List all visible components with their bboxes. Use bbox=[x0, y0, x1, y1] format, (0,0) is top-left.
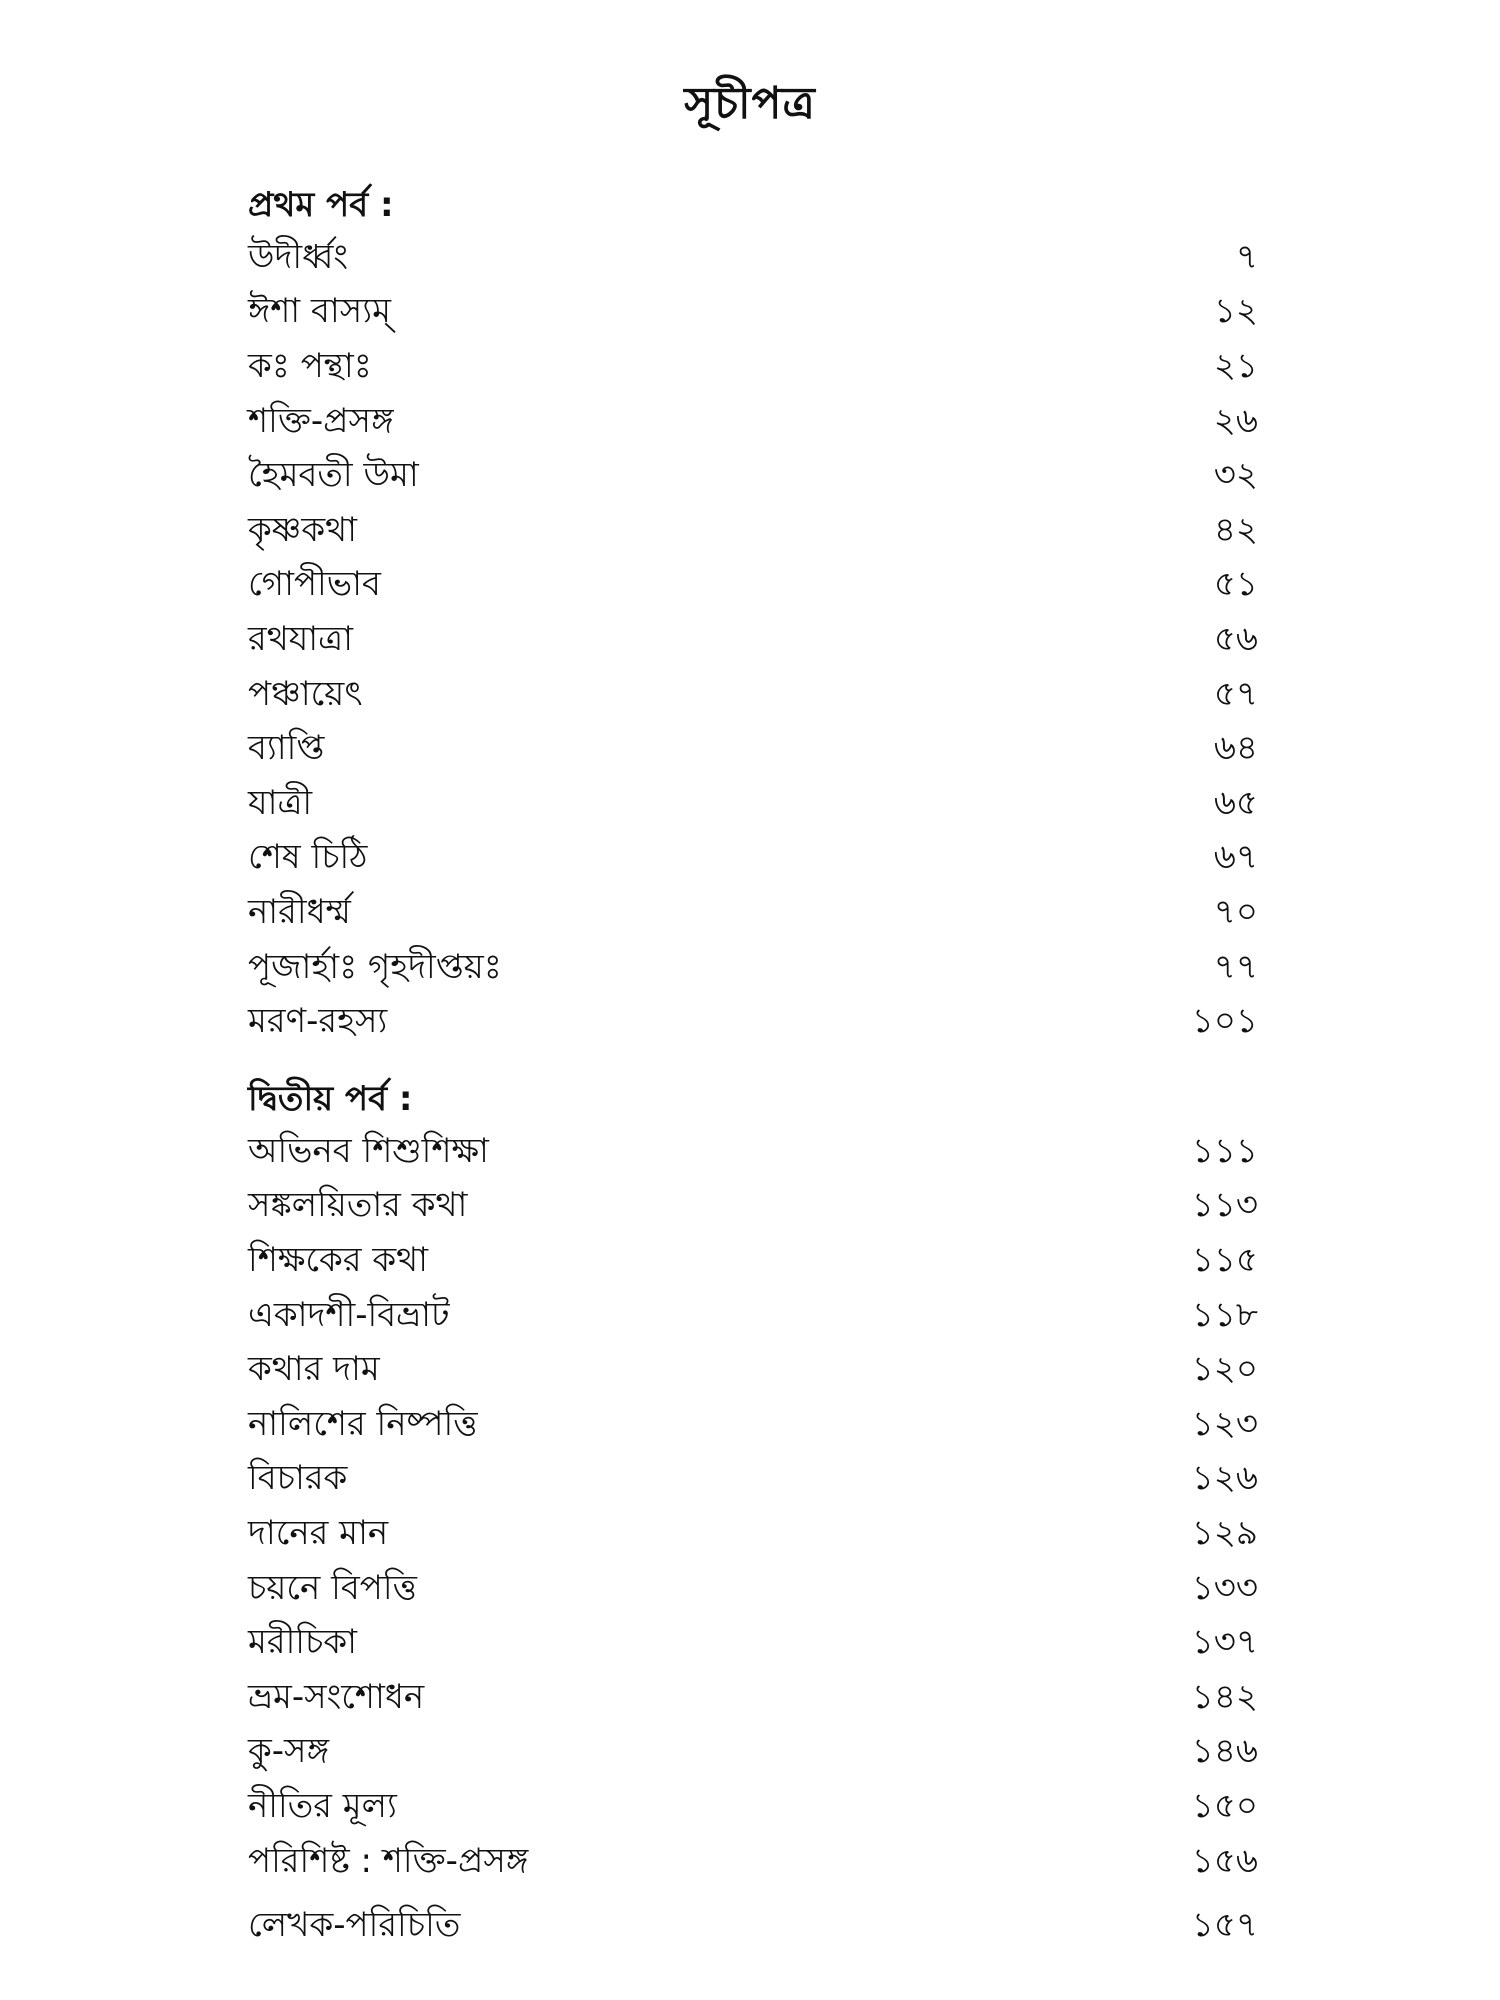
entry-page-number: ১৩৩ bbox=[1191, 1567, 1258, 1608]
toc-entry bbox=[248, 1290, 1258, 1345]
entry-title: যাত্রী bbox=[248, 782, 313, 823]
toc-entry bbox=[248, 942, 1258, 997]
toc-entry bbox=[248, 396, 1258, 451]
entry-page-number: ১৩৭ bbox=[1191, 1622, 1258, 1663]
toc-entry bbox=[248, 1781, 1258, 1836]
entry-page-number: ৩২ bbox=[1213, 455, 1258, 496]
entry-page-number: ১৪৬ bbox=[1191, 1731, 1258, 1772]
entry-title: পঞ্চায়েৎ bbox=[248, 673, 363, 714]
section-heading: প্রথম পর্ব : bbox=[248, 185, 394, 225]
entry-title: অভিনব শিশুশিক্ষা bbox=[248, 1130, 489, 1171]
entry-page-number: ১২৩ bbox=[1191, 1403, 1258, 1444]
entry-page-number: ৭৭ bbox=[1213, 946, 1258, 987]
entry-title: শেষ চিঠি bbox=[248, 837, 368, 878]
toc-entry bbox=[248, 1344, 1258, 1399]
toc-entry bbox=[248, 1235, 1258, 1290]
entry-title: উদীর্ধ্বং bbox=[248, 236, 349, 277]
entry-title: সঙ্কলয়িতার কথা bbox=[248, 1185, 468, 1226]
entry-title: ঈশা বাস্যম্ bbox=[248, 291, 391, 332]
toc-entry bbox=[248, 505, 1258, 560]
entry-title: পরিশিষ্ট : শক্তি-প্রসঙ্গ bbox=[248, 1840, 529, 1881]
entry-title: শিক্ষকের কথা bbox=[248, 1239, 429, 1280]
entry-page-number: ১২৬ bbox=[1191, 1458, 1258, 1499]
entry-page-number: ৬৭ bbox=[1213, 837, 1258, 878]
toc-entry bbox=[248, 1672, 1258, 1727]
entry-page-number: ১২০ bbox=[1191, 1349, 1258, 1390]
entry-title: মরণ-রহস্য bbox=[248, 1001, 388, 1042]
entry-title: চয়নে বিপত্তি bbox=[248, 1567, 417, 1608]
toc-entry bbox=[248, 1454, 1258, 1509]
entry-list bbox=[248, 1126, 1258, 1955]
entry-page-number: ১১৫ bbox=[1191, 1239, 1258, 1280]
entry-title: হৈমবতী উমা bbox=[248, 455, 419, 496]
toc-entry bbox=[248, 1181, 1258, 1236]
entry-title: কঃ পন্থাঃ bbox=[248, 345, 372, 386]
entry-page-number: ১৪২ bbox=[1191, 1676, 1258, 1717]
entry-page-number: ৫৭ bbox=[1213, 673, 1258, 714]
toc-entry bbox=[248, 614, 1258, 669]
entry-page-number: ১১১ bbox=[1191, 1130, 1258, 1171]
entry-page-number: ৬৪ bbox=[1213, 728, 1258, 769]
entry-page-number: ৫৬ bbox=[1213, 618, 1258, 659]
entry-title: রথযাত্রা bbox=[248, 618, 354, 659]
entry-page-number: ১০১ bbox=[1191, 1001, 1258, 1042]
entry-title: ব্যাপ্তি bbox=[248, 728, 325, 769]
toc-entry bbox=[248, 1399, 1258, 1454]
entry-title: ভ্রম-সংশোধন bbox=[248, 1676, 425, 1717]
toc-entry bbox=[248, 287, 1258, 342]
toc-entry bbox=[248, 232, 1258, 287]
entry-page-number: ১৫৬ bbox=[1191, 1840, 1258, 1881]
entry-title: নীতির মূল্য bbox=[248, 1785, 397, 1826]
toc-entry bbox=[248, 1836, 1258, 1891]
entry-title: কথার দাম bbox=[248, 1349, 380, 1390]
section-second bbox=[248, 1072, 1258, 1955]
toc-entry bbox=[248, 833, 1258, 888]
entry-title: নালিশের নিষ্পত্তি bbox=[248, 1403, 478, 1444]
entry-title: মরীচিকা bbox=[248, 1622, 358, 1663]
toc-entry bbox=[248, 1900, 1258, 1955]
entry-page-number: ৬৫ bbox=[1213, 782, 1258, 823]
toc-entry bbox=[248, 1617, 1258, 1672]
entry-page-number: ৪২ bbox=[1213, 509, 1258, 550]
toc-entry bbox=[248, 778, 1258, 833]
entry-page-number: ১১৩ bbox=[1191, 1185, 1258, 1226]
entry-list bbox=[248, 232, 1258, 1051]
section-heading: দ্বিতীয় পর্ব : bbox=[248, 1079, 413, 1119]
toc-entry bbox=[248, 887, 1258, 942]
toc-entry bbox=[248, 723, 1258, 778]
entry-title: একাদশী-বিভ্রাট bbox=[248, 1294, 450, 1335]
entry-title: গোপীভাব bbox=[248, 564, 381, 605]
entry-page-number: ১২৯ bbox=[1191, 1512, 1258, 1553]
entry-title: কু-সঙ্গ bbox=[248, 1731, 330, 1772]
entry-page-number: ২১ bbox=[1213, 345, 1258, 386]
toc-entry bbox=[248, 560, 1258, 615]
entry-title: দানের মান bbox=[248, 1512, 389, 1553]
entry-page-number: ৭ bbox=[1235, 236, 1258, 277]
entry-page-number: ২৬ bbox=[1213, 400, 1258, 441]
toc-entry bbox=[248, 1727, 1258, 1782]
entry-title: লেখক-পরিচিতি bbox=[248, 1905, 461, 1946]
entry-title: নারীধর্ম্ম bbox=[248, 891, 351, 932]
entry-page-number: ১১৮ bbox=[1191, 1294, 1258, 1335]
toc-entry bbox=[248, 1563, 1258, 1618]
entry-title: শক্তি-প্রসঙ্গ bbox=[248, 400, 394, 441]
entry-page-number: ১৫০ bbox=[1191, 1785, 1258, 1826]
entry-page-number: ১২ bbox=[1213, 291, 1258, 332]
page-title: সূচীপত্র bbox=[684, 78, 816, 129]
toc-entry bbox=[248, 669, 1258, 724]
toc-entry bbox=[248, 996, 1258, 1051]
toc-entry bbox=[248, 341, 1258, 396]
entry-page-number: ৭০ bbox=[1213, 891, 1258, 932]
toc-entry bbox=[248, 1508, 1258, 1563]
section-first bbox=[248, 178, 1258, 1051]
entry-title: বিচারক bbox=[248, 1458, 348, 1499]
entry-page-number: ১৫৭ bbox=[1191, 1905, 1258, 1946]
entry-page-number: ৫১ bbox=[1213, 564, 1258, 605]
entry-title: পূজার্হাঃ গৃহদীপ্তয়ঃ bbox=[248, 946, 502, 987]
toc-entry bbox=[248, 450, 1258, 505]
entry-title: কৃষ্ণকথা bbox=[248, 509, 357, 550]
toc-entry bbox=[248, 1126, 1258, 1181]
